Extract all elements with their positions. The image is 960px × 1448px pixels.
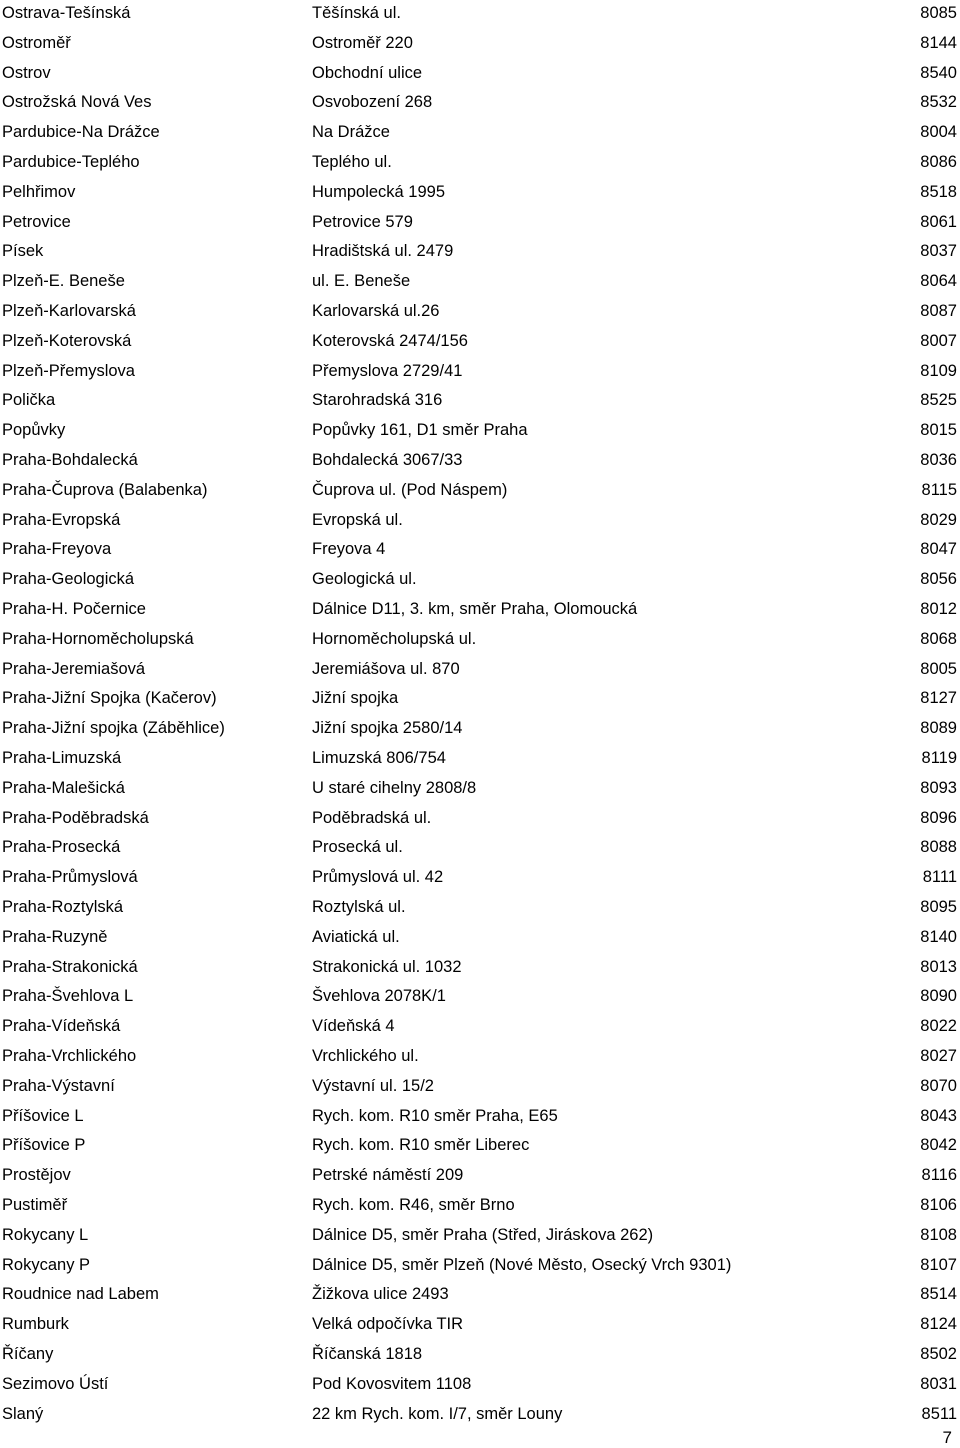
- table-row: [0, 32, 960, 62]
- station-name-cell: Petrovice: [2, 212, 71, 231]
- table-row: [0, 836, 960, 866]
- station-name-cell: Popůvky: [2, 421, 66, 440]
- station-code-cell: 8124: [920, 1315, 957, 1334]
- station-code-cell: 8540: [920, 63, 957, 82]
- address-cell: Velká odpočívka TIR: [312, 1315, 464, 1334]
- station-code-cell: 8086: [920, 153, 957, 171]
- station-name-cell: Pustiměř: [2, 1196, 68, 1214]
- address-cell: Petrské náměstí 209: [312, 1166, 464, 1185]
- address-cell: Rych. kom. R46, směr Brno: [312, 1196, 515, 1214]
- station-name-cell: Praha-Evropská: [2, 510, 121, 529]
- station-name-cell: Praha-Roztylská: [2, 898, 124, 916]
- table-row: [0, 300, 960, 330]
- station-code-cell: 8511: [921, 1404, 957, 1423]
- station-name-cell: Praha-Bohdalecká: [2, 451, 138, 469]
- station-code-cell: 8043: [920, 1106, 957, 1125]
- station-code-cell: 8106: [920, 1196, 957, 1214]
- table-row: [0, 1343, 960, 1373]
- table-row: [0, 1254, 960, 1284]
- station-code-cell: 8119: [921, 749, 957, 767]
- station-code-cell: 8087: [920, 302, 957, 320]
- address-cell: Bohdalecká 3067/33: [312, 451, 463, 469]
- address-cell: Hornoměcholupská ul.: [312, 629, 477, 648]
- address-cell: Dálnice D5, směr Praha (Střed, Jiráskova 262): [312, 1225, 654, 1244]
- table-row: [0, 598, 960, 628]
- address-cell: Obchodní ulice: [312, 63, 423, 82]
- table-row: [0, 1045, 960, 1075]
- station-code-cell: 8089: [920, 719, 957, 738]
- station-name-cell: Slaný: [2, 1404, 44, 1423]
- table-row: [0, 1105, 960, 1135]
- table-row: [0, 926, 960, 956]
- table-row: [0, 479, 960, 509]
- table-row: [0, 866, 960, 896]
- address-cell: Rych. kom. R10 směr Liberec: [312, 1136, 530, 1155]
- table-row: [0, 538, 960, 568]
- station-code-cell: 8027: [920, 1047, 957, 1065]
- table-row: [0, 807, 960, 837]
- table-row: [0, 747, 960, 777]
- station-name-cell: Praha-Vrchlického: [2, 1047, 137, 1065]
- station-code-cell: 8111: [922, 868, 957, 887]
- station-name-cell: Praha-Průmyslová: [2, 868, 138, 887]
- table-row: [0, 687, 960, 717]
- table-row: [0, 181, 960, 211]
- address-cell: Vrchlického ul.: [312, 1047, 419, 1065]
- table-row: [0, 1194, 960, 1224]
- station-name-cell: Ostroměř: [2, 33, 71, 52]
- address-cell: Strakonická ul. 1032: [312, 957, 462, 976]
- station-name-cell: Praha-Limuzská: [2, 749, 122, 767]
- station-name-cell: Praha-Hornoměcholupská: [2, 629, 194, 648]
- table-row: [0, 151, 960, 181]
- table-row: [0, 1283, 960, 1313]
- station-code-cell: 8031: [920, 1374, 957, 1393]
- table-row: [0, 419, 960, 449]
- address-cell: Karlovarská ul.26: [312, 302, 440, 320]
- station-name-cell: Plzeň-Koterovská: [2, 331, 132, 350]
- station-name-cell: Praha-Jižní Spojka (Kačerov): [2, 689, 217, 708]
- station-code-cell: 8013: [920, 957, 957, 976]
- station-name-cell: Praha-Výstavní: [2, 1076, 115, 1095]
- station-name-cell: Praha-Geologická: [2, 570, 135, 589]
- address-cell: Limuzská 806/754: [312, 749, 446, 767]
- station-code-cell: 8116: [921, 1166, 957, 1185]
- station-code-cell: 8007: [920, 331, 957, 350]
- station-code-cell: 8037: [920, 242, 957, 261]
- station-code-cell: 8127: [920, 689, 957, 708]
- station-name-cell: Prostějov: [2, 1166, 71, 1185]
- station-code-cell: 8070: [920, 1076, 957, 1095]
- station-code-cell: 8061: [920, 212, 957, 231]
- station-code-cell: 8022: [920, 1017, 957, 1036]
- station-code-cell: 8502: [920, 1345, 957, 1363]
- station-name-cell: Příšovice P: [2, 1136, 86, 1155]
- table-row: [0, 389, 960, 419]
- address-cell: Čuprova ul. (Pod Náspem): [312, 480, 508, 499]
- table-row: [0, 62, 960, 92]
- station-code-cell: 8015: [920, 421, 957, 440]
- station-name-cell: Praha-Čuprova (Balabenka): [2, 480, 208, 499]
- table-row: [0, 628, 960, 658]
- address-cell: Rych. kom. R10 směr Praha, E65: [312, 1106, 558, 1125]
- address-cell: Těšínská ul.: [312, 4, 401, 22]
- address-cell: Aviatická ul.: [312, 927, 400, 946]
- station-code-cell: 8140: [920, 927, 957, 946]
- address-cell: Švehlova 2078K/1: [312, 987, 446, 1006]
- station-code-cell: 8047: [920, 540, 957, 559]
- station-name-cell: Říčany: [2, 1345, 54, 1363]
- station-code-cell: 8056: [920, 570, 957, 589]
- table-row: [0, 330, 960, 360]
- station-code-cell: 8144: [920, 33, 957, 52]
- station-name-cell: Ostrov: [2, 63, 51, 82]
- table-row: [0, 449, 960, 479]
- address-cell: Teplého ul.: [312, 153, 392, 171]
- table-row: [0, 1403, 960, 1433]
- station-name-cell: Praha-H. Počernice: [2, 600, 146, 618]
- station-name-cell: Roudnice nad Labem: [2, 1285, 159, 1304]
- address-cell: Vídeňská 4: [312, 1017, 395, 1036]
- station-name-cell: Pardubice-Na Drážce: [2, 123, 160, 142]
- address-cell: 22 km Rych. kom. I/7, směr Louny: [312, 1404, 563, 1423]
- address-cell: ul. E. Beneše: [312, 272, 411, 291]
- station-name-cell: Plzeň-Karlovarská: [2, 302, 136, 320]
- address-cell: Ostroměř 220: [312, 33, 413, 52]
- table-row: [0, 1015, 960, 1045]
- station-code-cell: 8096: [920, 808, 957, 827]
- table-row: [0, 1134, 960, 1164]
- station-code-cell: 8005: [920, 659, 957, 678]
- station-name-cell: Praha-Ruzyně: [2, 927, 108, 946]
- table-row: [0, 1075, 960, 1105]
- station-name-cell: Praha-Prosecká: [2, 838, 121, 857]
- address-cell: Dálnice D5, směr Plzeň (Nové Město, Osecký Vrch 9301): [312, 1255, 732, 1274]
- station-name-cell: Praha-Jižní spojka (Záběhlice): [2, 719, 225, 738]
- station-code-cell: 8093: [920, 778, 957, 797]
- station-name-cell: Ostrava-Tešínská: [2, 4, 131, 22]
- station-name-cell: Plzeň-E. Beneše: [2, 272, 125, 291]
- station-name-cell: Sezimovo Ústí: [2, 1374, 109, 1393]
- table-row: [0, 211, 960, 241]
- station-name-cell: Polička: [2, 391, 56, 410]
- table-row: [0, 568, 960, 598]
- address-cell: Roztylská ul.: [312, 898, 406, 916]
- table-row: [0, 777, 960, 807]
- station-name-cell: Rumburk: [2, 1315, 69, 1334]
- table-row: [0, 121, 960, 151]
- table-row: [0, 2, 960, 32]
- station-name-cell: Plzeň-Přemyslova: [2, 361, 135, 380]
- station-name-cell: Praha-Poděbradská: [2, 808, 149, 827]
- station-code-cell: 8068: [920, 629, 957, 648]
- address-cell: Petrovice 579: [312, 212, 413, 231]
- table-row: [0, 1224, 960, 1254]
- station-code-cell: 8095: [920, 898, 957, 916]
- address-cell: Popůvky 161, D1 směr Praha: [312, 421, 528, 440]
- station-code-cell: 8036: [920, 451, 957, 469]
- station-name-cell: Praha-Malešická: [2, 778, 125, 797]
- address-cell: Koterovská 2474/156: [312, 331, 468, 350]
- station-name-cell: Praha-Jeremiašová: [2, 659, 146, 678]
- address-cell: Průmyslová ul. 42: [312, 868, 444, 887]
- station-name-cell: Písek: [2, 242, 44, 261]
- station-code-cell: 8085: [920, 4, 957, 22]
- address-cell: Na Drážce: [312, 123, 390, 142]
- address-cell: Jižní spojka: [312, 689, 399, 708]
- table-row: [0, 896, 960, 926]
- address-cell: Dálnice D11, 3. km, směr Praha, Olomoucká: [312, 600, 638, 618]
- station-name-cell: Rokycany L: [2, 1225, 89, 1244]
- station-name-cell: Pelhřimov: [2, 182, 76, 201]
- table-row: [0, 509, 960, 539]
- address-cell: Pod Kovosvitem 1108: [312, 1374, 472, 1393]
- address-cell: Prosecká ul.: [312, 838, 403, 857]
- address-cell: Freyova 4: [312, 540, 386, 559]
- station-code-cell: 8109: [920, 361, 957, 380]
- station-code-cell: 8088: [920, 838, 957, 857]
- table-row: [0, 240, 960, 270]
- address-cell: Jeremiášova ul. 870: [312, 659, 460, 678]
- address-cell: Přemyslova 2729/41: [312, 361, 463, 380]
- station-name-cell: Pardubice-Teplého: [2, 153, 140, 171]
- table-row: [0, 658, 960, 688]
- station-code-cell: 8012: [920, 600, 957, 618]
- station-name-cell: Praha-Strakonická: [2, 957, 138, 976]
- station-name-cell: Praha-Švehlova L: [2, 987, 134, 1006]
- station-name-cell: Praha-Vídeňská: [2, 1017, 121, 1036]
- address-cell: Hradištská ul. 2479: [312, 242, 454, 261]
- address-cell: Evropská ul.: [312, 510, 403, 529]
- page-number: 7: [942, 1428, 952, 1447]
- station-code-cell: 8108: [920, 1225, 957, 1244]
- table-row: [0, 1313, 960, 1343]
- address-cell: Starohradská 316: [312, 391, 443, 410]
- address-cell: Geologická ul.: [312, 570, 417, 589]
- station-name-cell: Praha-Freyova: [2, 540, 112, 559]
- address-cell: Poděbradská ul.: [312, 808, 432, 827]
- address-cell: Jižní spojka 2580/14: [312, 719, 463, 738]
- station-code-cell: 8525: [920, 391, 957, 410]
- table-row: [0, 360, 960, 390]
- station-name-cell: Ostrožská Nová Ves: [2, 93, 152, 112]
- table-row: [0, 956, 960, 986]
- address-cell: Osvobození 268: [312, 93, 433, 112]
- station-code-cell: 8532: [920, 93, 957, 112]
- table-row: [0, 717, 960, 747]
- station-code-cell: 8090: [920, 987, 957, 1006]
- table-row: [0, 985, 960, 1015]
- station-name-cell: Příšovice L: [2, 1106, 84, 1125]
- address-cell: Žižkova ulice 2493: [312, 1285, 449, 1304]
- station-code-cell: 8518: [920, 182, 957, 201]
- station-code-cell: 8064: [920, 272, 957, 291]
- address-cell: Říčanská 1818: [312, 1345, 423, 1363]
- table-row: [0, 1164, 960, 1194]
- table-row: [0, 270, 960, 300]
- station-code-cell: 8004: [920, 123, 957, 142]
- station-code-cell: 8115: [921, 480, 957, 499]
- station-code-cell: 8514: [920, 1285, 957, 1304]
- address-cell: Výstavní ul. 15/2: [312, 1076, 434, 1095]
- station-name-cell: Rokycany P: [2, 1255, 91, 1274]
- address-cell: Humpolecká 1995: [312, 182, 445, 201]
- table-row: [0, 1373, 960, 1403]
- station-code-cell: 8042: [920, 1136, 957, 1155]
- station-code-cell: 8029: [920, 510, 957, 529]
- station-code-cell: 8107: [920, 1255, 957, 1274]
- table-row: [0, 91, 960, 121]
- address-cell: U staré cihelny 2808/8: [312, 778, 477, 797]
